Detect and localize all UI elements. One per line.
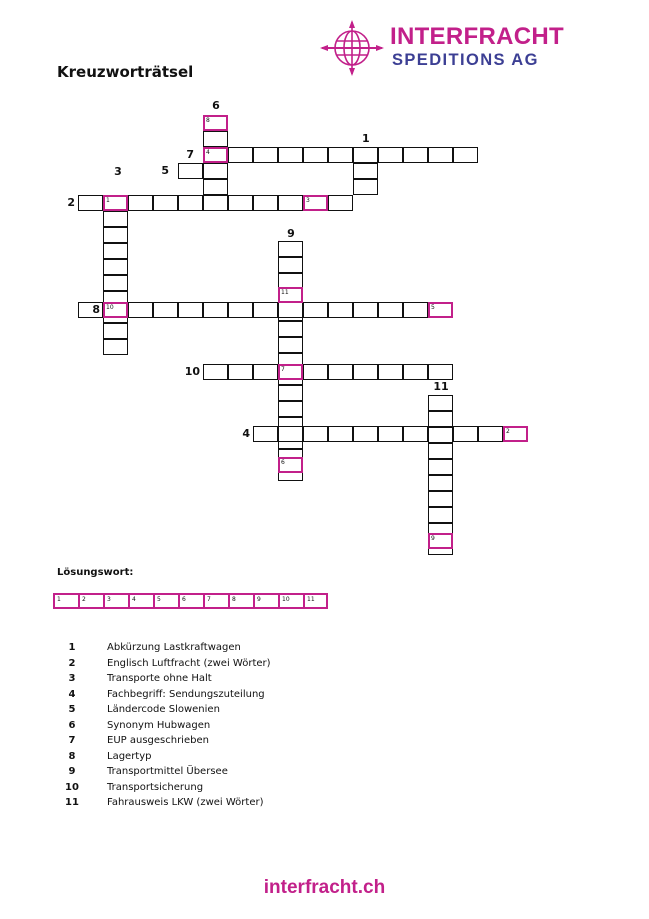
crossword-cell[interactable] — [428, 427, 453, 443]
solution-cell[interactable] — [303, 195, 328, 211]
page-title: Kreuzworträtsel — [57, 63, 194, 81]
solution-marker: 1 — [106, 197, 110, 204]
grid-clue-number: 8 — [92, 303, 100, 316]
crossword-cell[interactable] — [428, 411, 453, 427]
loesungswort-cell-number: 4 — [132, 596, 136, 603]
clue-item — [60, 687, 480, 703]
crossword-cell[interactable] — [428, 475, 453, 491]
crossword-cell[interactable] — [328, 426, 353, 442]
grid-clue-number: 10 — [184, 365, 200, 378]
solution-cell[interactable] — [278, 364, 303, 380]
loesungswort-cell[interactable] — [253, 593, 280, 609]
crossword-cell[interactable] — [278, 241, 303, 257]
grid-clue-number: 4 — [242, 427, 250, 440]
crossword-cell[interactable] — [178, 163, 203, 179]
crossword-cell[interactable] — [353, 302, 378, 318]
crossword-cell[interactable] — [403, 147, 428, 163]
crossword-cell[interactable] — [403, 426, 428, 442]
crossword-cell[interactable] — [278, 385, 303, 401]
crossword-cell[interactable] — [353, 163, 378, 179]
crossword-cell[interactable] — [428, 443, 453, 459]
clue-item — [60, 656, 480, 672]
crossword-cell[interactable] — [228, 364, 253, 380]
clue-number: 3 — [68, 673, 76, 684]
crossword-cell[interactable] — [303, 426, 328, 442]
crossword-cell[interactable] — [253, 195, 278, 211]
solution-cell[interactable] — [428, 302, 453, 318]
loesungswort-cell[interactable] — [103, 593, 130, 609]
clue-number: 10 — [65, 781, 79, 793]
crossword-cell[interactable] — [453, 147, 478, 163]
crossword-cell[interactable] — [278, 147, 303, 163]
clue-number: 1 — [68, 642, 76, 653]
crossword-cell[interactable] — [253, 426, 278, 442]
solution-cell[interactable] — [278, 287, 303, 303]
crossword-cell[interactable] — [203, 131, 228, 147]
clue-text: Transporte ohne Halt — [107, 673, 212, 684]
loesungswort-cell[interactable] — [178, 593, 205, 609]
clue-item — [60, 749, 480, 765]
solution-marker: 8 — [206, 117, 210, 124]
crossword-cell[interactable] — [328, 364, 353, 380]
crossword-cell[interactable] — [328, 302, 353, 318]
clue-number: 7 — [68, 735, 76, 746]
crossword-cell[interactable] — [153, 195, 178, 211]
crossword-cell[interactable] — [153, 302, 178, 318]
clue-number: 2 — [68, 657, 76, 669]
loesungswort-cell-number: 2 — [82, 596, 86, 603]
clue-text: Fahrausweis LKW (zwei Wörter) — [107, 797, 264, 808]
grid-clue-number: 7 — [186, 148, 194, 161]
solution-marker: 3 — [306, 197, 310, 204]
solution-cell[interactable] — [428, 533, 453, 549]
crossword-cell[interactable] — [478, 426, 503, 442]
solution-cell[interactable] — [278, 457, 303, 473]
grid-clue-number: 11 — [433, 380, 449, 393]
clue-item — [60, 780, 480, 796]
crossword-cell[interactable] — [203, 302, 228, 318]
loesungswort-cell-number: 3 — [107, 596, 111, 603]
crossword-cell[interactable] — [128, 302, 153, 318]
crossword-cell[interactable] — [328, 147, 353, 163]
loesungswort-cell-number: 6 — [182, 596, 186, 603]
crossword-cell[interactable] — [253, 147, 278, 163]
clue-item — [60, 671, 480, 687]
loesungswort-cell[interactable] — [153, 593, 180, 609]
crossword-cell[interactable] — [253, 364, 278, 380]
clue-text: Lagertyp — [107, 750, 152, 762]
clue-text: Transportmittel Übersee — [107, 766, 228, 777]
loesungswort-cell[interactable] — [53, 593, 80, 609]
loesungswort-cell-number: 10 — [282, 596, 290, 603]
crossword-cell[interactable] — [303, 147, 328, 163]
crossword-cell[interactable] — [353, 147, 378, 163]
crossword-cell[interactable] — [103, 339, 128, 355]
clue-text: Ländercode Slowenien — [107, 704, 220, 715]
clue-item — [60, 733, 480, 749]
clue-number: 4 — [68, 688, 76, 700]
grid-clue-number: 1 — [362, 132, 370, 145]
solution-marker: 11 — [281, 289, 289, 296]
loesungswort-cell[interactable] — [128, 593, 155, 609]
crossword-cell[interactable] — [228, 302, 253, 318]
solution-marker: 10 — [106, 304, 114, 311]
logo-line-1: INTERFRACHT — [390, 23, 564, 50]
solution-cell[interactable] — [203, 147, 228, 163]
crossword-cell[interactable] — [428, 147, 453, 163]
clue-number: 6 — [68, 719, 76, 731]
crossword-cell[interactable] — [228, 195, 253, 211]
loesungswort-cell-number: 7 — [207, 596, 211, 603]
crossword-cell[interactable] — [378, 302, 403, 318]
clue-item — [60, 718, 480, 734]
loesungswort-cell[interactable] — [78, 593, 105, 609]
loesungswort-cell[interactable] — [303, 593, 328, 609]
clue-item — [60, 795, 480, 811]
solution-cell[interactable] — [103, 195, 128, 211]
solution-marker: 5 — [431, 304, 435, 311]
solution-marker: 9 — [431, 535, 435, 542]
crossword-cell[interactable] — [303, 302, 328, 318]
crossword-cell[interactable] — [353, 179, 378, 195]
crossword-cell[interactable] — [278, 337, 303, 353]
grid-clue-number: 6 — [212, 99, 220, 112]
grid-clue-number: 9 — [287, 227, 295, 240]
crossword-cell[interactable] — [128, 195, 153, 211]
crossword-cell[interactable] — [103, 259, 128, 275]
crossword-cell[interactable] — [203, 179, 228, 195]
crossword-cell[interactable] — [103, 275, 128, 291]
crossword-cell[interactable] — [253, 302, 278, 318]
grid-clue-number: 5 — [161, 164, 169, 177]
loesungswort-cell[interactable] — [278, 593, 305, 609]
crossword-cell[interactable] — [78, 195, 103, 211]
clue-item — [60, 702, 480, 718]
loesungswort-cell[interactable] — [203, 593, 230, 609]
solution-marker: 2 — [506, 428, 510, 435]
crossword-cell[interactable] — [453, 426, 478, 442]
grid-clue-number: 3 — [114, 165, 122, 178]
crossword-cell[interactable] — [428, 507, 453, 523]
crossword-cell[interactable] — [178, 302, 203, 318]
clue-item — [60, 640, 480, 656]
clue-text: EUP ausgeschrieben — [107, 735, 209, 746]
crossword-cell[interactable] — [103, 211, 128, 227]
crossword-cell[interactable] — [378, 147, 403, 163]
loesungswort-cell-number: 9 — [257, 596, 261, 603]
crossword-cell[interactable] — [428, 364, 453, 380]
clue-text: Synonym Hubwagen — [107, 719, 211, 731]
footer-url[interactable]: interfracht.ch — [263, 877, 386, 898]
crossword-cell[interactable] — [203, 364, 228, 380]
clue-text: Transportsicherung — [107, 781, 204, 793]
clue-item — [60, 764, 480, 780]
crossword-cell[interactable] — [428, 491, 453, 507]
crossword-cell[interactable] — [328, 195, 353, 211]
solution-cell[interactable] — [203, 115, 228, 131]
crossword-cell[interactable] — [353, 426, 378, 442]
crossword-cell[interactable] — [103, 323, 128, 339]
loesungswort-cell-number: 11 — [307, 596, 315, 603]
loesungswort-cell[interactable] — [228, 593, 255, 609]
solution-marker: 4 — [206, 149, 210, 156]
crossword-cell[interactable] — [353, 364, 378, 380]
crossword-cell[interactable] — [378, 364, 403, 380]
crossword-cell[interactable] — [278, 195, 303, 211]
crossword-cell[interactable] — [428, 459, 453, 475]
grid-clue-number: 2 — [67, 196, 75, 209]
crossword-cell[interactable] — [103, 243, 128, 259]
crossword-cell[interactable] — [403, 364, 428, 380]
solution-marker: 7 — [281, 366, 285, 373]
loesungswort-label: Lösungswort: — [57, 567, 134, 578]
clue-number: 8 — [68, 750, 76, 762]
logo-line-2: SPEDITIONS AG — [392, 51, 539, 69]
crossword-cell[interactable] — [178, 195, 203, 211]
crossword-cell[interactable] — [103, 227, 128, 243]
solution-marker: 6 — [281, 459, 285, 466]
loesungswort-cell-number: 5 — [157, 596, 161, 603]
loesungswort-cell-number: 8 — [232, 596, 236, 603]
solution-cell[interactable] — [503, 426, 528, 442]
loesungswort-cell-number: 1 — [57, 596, 61, 603]
clue-text: Fachbegriff: Sendungszuteilung — [107, 688, 265, 700]
crossword-cell[interactable] — [428, 395, 453, 411]
crossword-cell[interactable] — [278, 321, 303, 337]
clue-text: Englisch Luftfracht (zwei Wörter) — [107, 657, 271, 669]
crossword-cell[interactable] — [403, 302, 428, 318]
crossword-cell[interactable] — [278, 426, 303, 442]
clue-list — [60, 640, 480, 811]
crossword-cell[interactable] — [203, 163, 228, 179]
crossword-cell[interactable] — [228, 147, 253, 163]
crossword-cell[interactable] — [303, 364, 328, 380]
crossword-cell[interactable] — [278, 257, 303, 273]
clue-number: 5 — [68, 704, 76, 715]
clue-text: Abkürzung Lastkraftwagen — [107, 642, 241, 653]
crossword-cell[interactable] — [378, 426, 403, 442]
crossword-cell[interactable] — [203, 195, 228, 211]
solution-cell[interactable] — [103, 302, 128, 318]
clue-number: 9 — [68, 766, 76, 777]
crossword-cell[interactable] — [278, 401, 303, 417]
crossword-cell[interactable] — [278, 302, 303, 318]
clue-number: 11 — [65, 797, 79, 808]
